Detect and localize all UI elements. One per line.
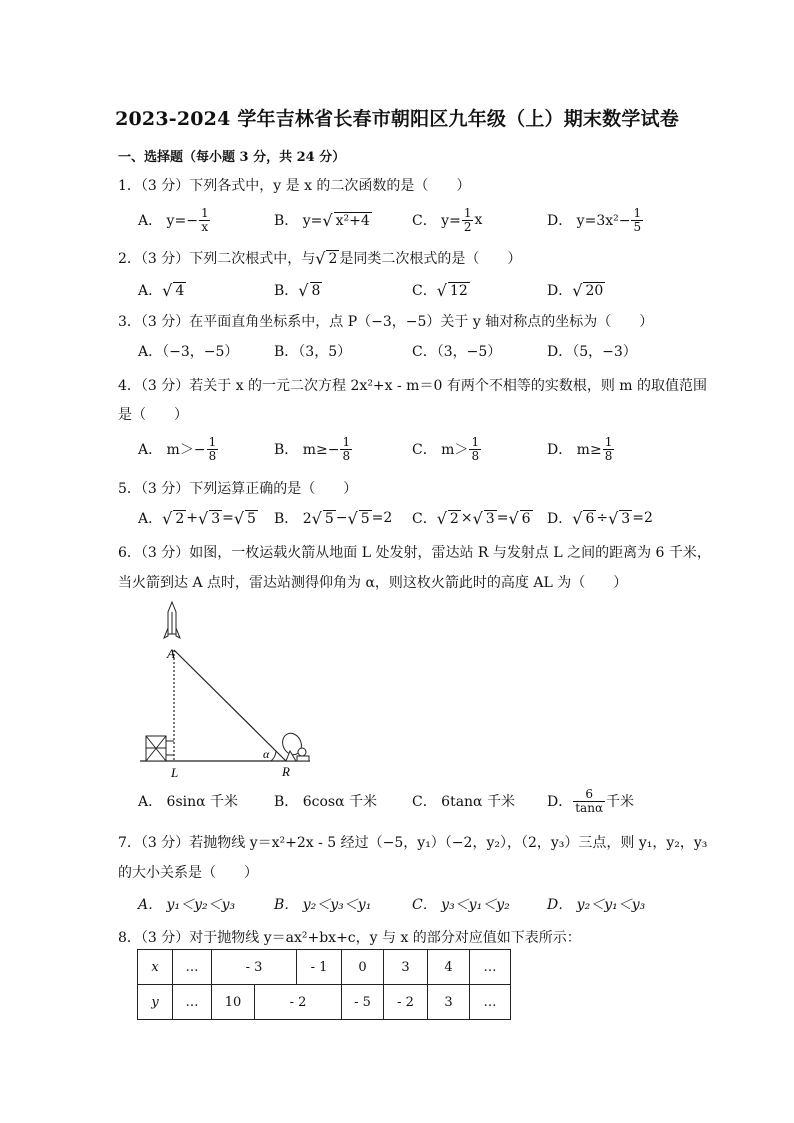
q6-option-a[interactable]: A． 6sinα 千米 [138, 794, 239, 810]
q5-option-b[interactable]: B． 2 √ 5 − √ 5 =2 [274, 508, 393, 528]
q3-option-c[interactable]: C．（3，−5） [412, 344, 502, 360]
table-cell: - 2 [255, 985, 342, 1020]
table-row [138, 985, 511, 1020]
label-R: R [282, 764, 290, 779]
question-8-stem: 8．（3 分）对于抛物线 y＝ax²+bx+c，y 与 x 的部分对应值如下表所示： [118, 930, 581, 946]
question-5-stem: 5．（3 分）下列运算正确的是（ ） [118, 481, 358, 497]
rocket-figure [134, 598, 324, 784]
table-cell: - 5 [342, 985, 384, 1020]
question-2-options [138, 275, 738, 305]
radical-sign-icon: √ [315, 248, 326, 268]
q7-option-b[interactable]: B． y₂＜y₃＜y₁ [274, 897, 372, 913]
label-alpha: α [263, 747, 270, 761]
q2-option-d[interactable]: D． √ 20 [547, 280, 604, 300]
fraction: $\frac{1}{8}$ [604, 434, 613, 463]
fraction: $\frac{1}{8}$ [342, 434, 351, 463]
angle-arc [271, 751, 276, 761]
table-cell: 0 [342, 950, 384, 985]
fraction: $\frac{1}{2}$ [463, 205, 472, 234]
question-4-stem-line2: 是（ ） [118, 407, 188, 423]
q6-option-b[interactable]: B． 6cosα 千米 [274, 794, 378, 810]
q4-option-a[interactable]: A． m＞− $\frac{1}{8}$ [138, 434, 217, 463]
table-row [138, 950, 511, 985]
q1-option-d[interactable]: D． y=3x²− $\frac{1}{5}$ [547, 205, 642, 234]
fraction: $\frac{1}{5}$ [633, 205, 642, 234]
q2-option-a[interactable]: A． √ 4 [138, 280, 185, 300]
q7-option-c[interactable]: C． y₃＜y₁＜y₂ [412, 897, 510, 913]
fraction: $\frac{1}{x}$ [200, 205, 209, 234]
table-cell: y [138, 985, 173, 1020]
table-cell: 3 [384, 950, 428, 985]
q5-option-a[interactable]: A． √ 2 + √ 3 = √ 5 [138, 508, 256, 528]
q7-option-d[interactable]: D． y₂＜y₁＜y₃ [547, 897, 646, 913]
q3-option-d[interactable]: D．（5，−3） [547, 344, 637, 360]
question-7-stem-line2: 的大小关系是（ ） [118, 865, 258, 881]
radical-sign-icon: √ [322, 210, 333, 230]
fraction: $\frac{6}{\tan\alpha}$ [575, 786, 604, 815]
question-7-options [138, 889, 738, 919]
q4-option-c[interactable]: C． m＞ $\frac{1}{8}$ [412, 434, 480, 463]
launch-tower-icon [146, 736, 174, 761]
q6-option-d[interactable]: D． $\frac{6}{\tan\alpha}$ 千米 [547, 786, 635, 815]
q3-option-b[interactable]: B．（3，5） [274, 344, 352, 360]
q5-option-d[interactable]: D． √ 6 ÷ √ 3 =2 [547, 508, 653, 528]
label-A: A [167, 646, 175, 661]
radar-dish-icon [279, 730, 309, 761]
q2-option-c[interactable]: C． √ 12 [412, 280, 468, 300]
section-heading: 一、选择题（每小题 3 分，共 24 分） [118, 150, 346, 165]
table-cell: 4 [428, 950, 470, 985]
table-cell: - 2 [384, 985, 428, 1020]
table-cell: - 1 [297, 950, 342, 985]
q4-option-d[interactable]: D． m≥ $\frac{1}{8}$ [547, 434, 613, 463]
table-cell: 10 [212, 985, 255, 1020]
q4-option-b[interactable]: B． m≥− $\frac{1}{8}$ [274, 434, 351, 463]
question-7-stem-line1: 7．（3 分）若抛物线 y＝x²+2x - 5 经过（−5，y₁）（−2，y₂），（2，y₃）三点，则 y₁，y₂，y₃ [118, 835, 708, 851]
value-table [137, 949, 511, 1020]
question-3-stem: 3．（3 分）在平面直角坐标系中，点 P（−3，−5）关于 y 轴对称点的坐标为（ ） [118, 314, 654, 330]
radical-sign-icon: √ [162, 280, 173, 300]
table-cell: - 3 [212, 950, 297, 985]
table-cell: x [138, 950, 173, 985]
question-2-stem: 2．（3 分）下列二次根式中，与 √ 2 是同类二次根式的是（ ） [118, 248, 522, 268]
question-1-options [138, 205, 738, 235]
fraction: $\frac{1}{8}$ [471, 434, 480, 463]
question-1-stem: 1．（3 分）下列各式中，y 是 x 的二次函数的是（ ） [118, 178, 471, 194]
radical-sign-icon: √ [436, 280, 447, 300]
q1-option-b[interactable]: B． y= √ x²+4 [274, 210, 370, 230]
table-cell: 3 [428, 985, 470, 1020]
question-4-options [138, 434, 738, 464]
radical-sign-icon: √ [298, 280, 309, 300]
q5-option-c[interactable]: C． √ 2 × √ 3 = √ 6 [412, 508, 531, 528]
q7-option-a[interactable]: A． y₁＜y₂＜y₃ [138, 897, 236, 913]
table-cell: … [173, 950, 212, 985]
question-3-options [138, 336, 738, 366]
rocket-icon [164, 602, 180, 638]
page-title: 2023-2024 学年吉林省长春市朝阳区九年级（上）期末数学试卷 [115, 108, 679, 130]
sight-line [174, 650, 286, 761]
question-6-options [138, 786, 738, 816]
fraction: $\frac{1}{8}$ [208, 434, 217, 463]
q1-option-c[interactable]: C． y= $\frac{1}{2}$ x [412, 205, 483, 234]
q3-option-a[interactable]: A．（−3，−5） [138, 344, 239, 360]
question-6-stem-line1: 6．（3 分）如图，一枚运载火箭从地面 L 处发射，雷达站 R 与发射点 L 之间的距离为 6 千米， [118, 545, 711, 561]
question-4-stem-line1: 4．（3 分）若关于 x 的一元二次方程 2x²+x - m＝0 有两个不相等的实数根，则 m 的取值范围 [118, 378, 707, 394]
label-L: L [171, 765, 179, 780]
q6-option-c[interactable]: C． 6tanα 千米 [412, 794, 515, 810]
table-cell: … [470, 985, 511, 1020]
table-cell: … [173, 985, 212, 1020]
q2-option-b[interactable]: B． √ 8 [274, 280, 321, 300]
q1-option-a[interactable]: A． y=− $\frac{1}{x}$ [138, 205, 209, 234]
radical-sign-icon: √ [572, 280, 583, 300]
question-6-stem-line2: 当火箭到达 A 点时，雷达站测得仰角为 α，则这枚火箭此时的高度 AL 为（ ） [118, 575, 628, 591]
table-cell: … [470, 950, 511, 985]
question-5-options [138, 503, 738, 533]
